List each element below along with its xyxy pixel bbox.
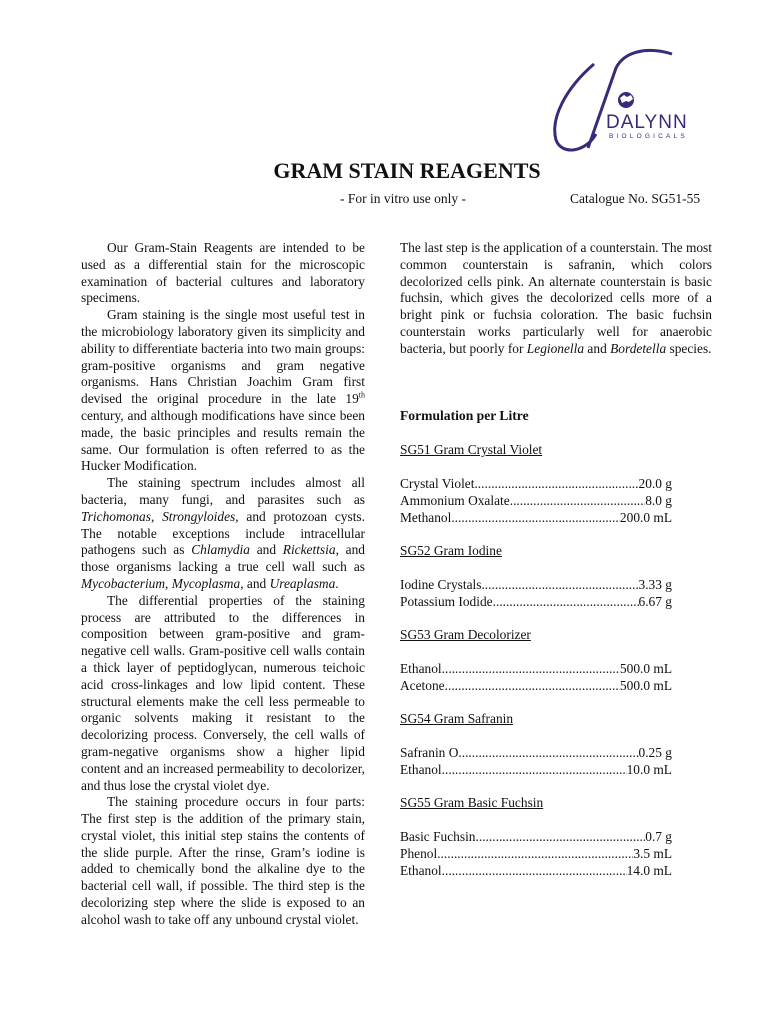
logo-subtitle: BIOLOGICALS — [609, 133, 688, 140]
paragraph-counterstain: The last step is the application of a counterstain. The most common counterstain is safranin, which colors decolorized cells pink. An alternate counterstain is basic fuchsin, which gives the decolorized cells more of a bright pink or fuchsia coloration. The basic fuchsin counterstain works particularly well for anaerobic bacteria, but poorly for Legionella and Bordetella species. — [400, 240, 712, 356]
formula-line: Acetone ..... 500.0 mL — [400, 678, 672, 695]
formulation-heading: Formulation per Litre — [400, 408, 529, 423]
logo-swoosh — [555, 64, 596, 150]
paragraph-procedure: The staining procedure occurs in four parts: The first step is the addition of the primary stain, crystal violet, this initial step stains the contents of the slide purple. After the rinse, Gram’s iodine is added to chemically bond the alkaline dye to the bacterial cell wall, if possible. The third step is the decolorizing step where the slide is exposed to an alcohol wash to take off any unbound crystal violet. — [81, 794, 365, 927]
formula-line: Ammonium Oxalate ..... 8.0 g — [400, 493, 672, 510]
reagent-heading-sg53: SG53 Gram Decolorizer — [400, 627, 531, 642]
usage-note: - For in vitro use only - — [340, 191, 466, 206]
reagent-heading-sg52: SG52 Gram Iodine — [400, 543, 502, 558]
reagent-heading-sg51: SG51 Gram Crystal Violet — [400, 442, 543, 457]
dalynn-logo — [536, 48, 706, 168]
formula-line: Ethanol ..... 500.0 mL — [400, 661, 672, 678]
page-title: GRAM STAIN REAGENTS — [273, 158, 541, 183]
right-column — [400, 240, 712, 358]
paragraph-differential: The differential properties of the staining process are attributed to the differences in composition between gram-positive and gram-negative cell walls. Gram-positive cell walls contain a thick layer of peptidoglycan, numerous teichoic acid cross-linkages and low lipid content. These structural elements make the cell less permeable to organic solvents making it resistant to the decolorizing process. Conversely, the cell walls of gram-negative organisms show a higher lipid content and an increased permeability to decolorizer, and thus lose the crystal violet dye. — [81, 592, 365, 793]
formula-line: Safranin O ..... 0.25 g — [400, 745, 672, 762]
formula-line: Methanol ..... 200.0 mL — [400, 510, 672, 527]
reagent-heading-sg55: SG55 Gram Basic Fuchsin — [400, 795, 544, 810]
paragraph-spectrum: The staining spectrum includes almost all bacteria, many fungi, and parasites such as Trichomonas, Strongyloides, and protozoan cysts. The notable exceptions include intracellular pathogens such as Chlamydia and Rickettsia, and those organisms lacking a true cell wall such as Mycobacterium, Mycoplasma, and Ureaplasma. — [81, 475, 365, 591]
formula-line: Phenol ..... 3.5 mL — [400, 846, 672, 863]
catalogue-number: Catalogue No. SG51-55 — [570, 191, 701, 206]
reagent-heading-sg54: SG54 Gram Safranin — [400, 711, 514, 726]
formula-line: Potassium Iodide ..... 6.67 g — [400, 594, 672, 611]
paragraph-intro: Our Gram-Stain Reagents are intended to be used as a differential stain for the microscopic examination of bacterial cultures and laboratory specimens. — [81, 240, 365, 306]
formula-line: Crystal Violet ..... 20.0 g — [400, 476, 672, 493]
formula-line: Ethanol ..... 14.0 mL — [400, 863, 672, 880]
logo-brand: DALYNN — [606, 112, 688, 133]
formula-line: Iodine Crystals ..... 3.33 g — [400, 577, 672, 594]
formula-line: Ethanol ..... 10.0 mL — [400, 762, 672, 779]
paragraph-gram-history: Gram staining is the single most useful test in the microbiology laboratory given its simplicity and ability to differentiate bacteria into two main groups: gram-positive organisms and gram negative organisms. Hans Christian Joachim Gram first devised the original procedure in the late 19th century, and although modifications have since been made, the basic principles and results remain the same. Our formulation is often referred to as the Hucker Modification. — [81, 307, 365, 474]
formula-line: Basic Fuchsin ..... 0.7 g — [400, 829, 672, 846]
left-column — [81, 240, 365, 929]
